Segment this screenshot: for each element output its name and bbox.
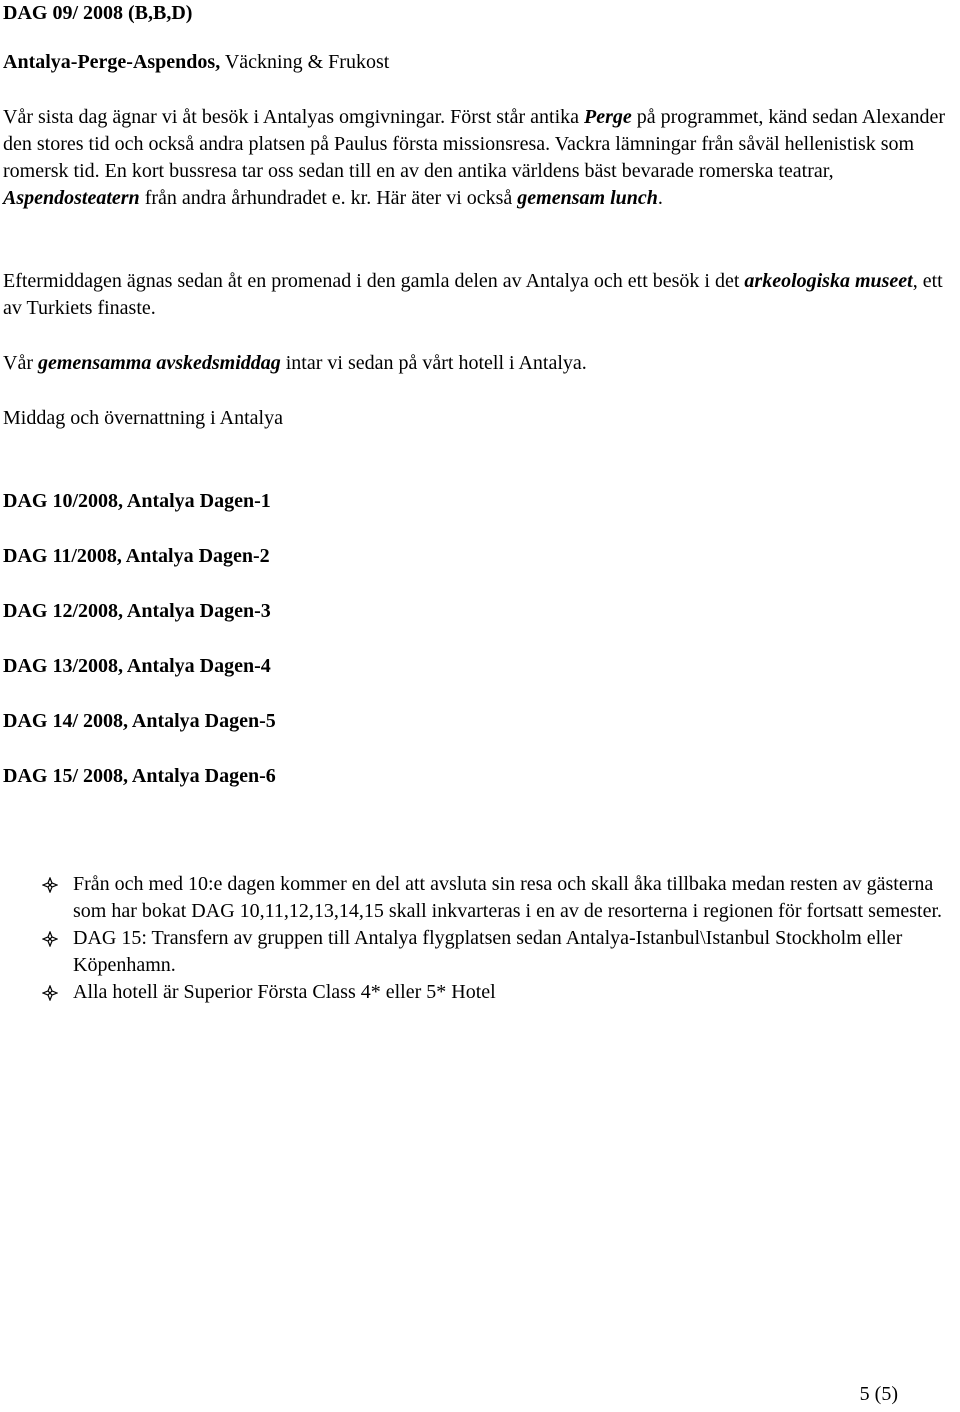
- text-segment: från andra århundradet e. kr. Här äter vi också: [139, 187, 518, 209]
- bullet-text: Från och med 10:e dagen kommer en del att avsluta sin resa och skall åka tillbaka medan resten av gästerna som har bokat DAG 10,11,12,13,14,15 skall inkvarteras i en av de resorterna i regionen för fortsatt semester.: [73, 873, 943, 922]
- diamond-bullet-icon: [42, 985, 58, 1001]
- text-segment: .: [657, 187, 663, 209]
- day-item: DAG 10/2008, Antalya Dagen-1: [3, 490, 271, 512]
- paragraph-day-description: [3, 104, 953, 212]
- day-item: DAG 14/ 2008, Antalya Dagen-5: [3, 710, 276, 732]
- route-name: Antalya-Perge-Aspendos,: [3, 51, 221, 73]
- day-subtitle: [3, 49, 389, 76]
- text-segment: Vår: [3, 352, 38, 374]
- paragraph-dinner: [3, 350, 953, 377]
- bullet-item: [3, 979, 953, 1006]
- text-segment: Vår sista dag ägnar vi åt besök i Antalyas omgivningar. Först står antika: [3, 106, 584, 128]
- paragraph-afternoon: [3, 268, 953, 322]
- bullet-text: Alla hotell är Superior Första Class 4* eller 5* Hotel: [73, 981, 496, 1003]
- dinner-highlight: gemensamma avskedsmiddag: [37, 352, 281, 374]
- day-item: DAG 15/ 2008, Antalya Dagen-6: [3, 765, 276, 787]
- text-segment: , ett av Turkiets finaste.: [3, 270, 943, 319]
- day-item: DAG 13/2008, Antalya Dagen-4: [3, 655, 271, 677]
- lunch-highlight: gemensam lunch: [517, 187, 658, 209]
- text-segment: intar vi sedan på vårt hotell i Antalya.: [280, 352, 587, 374]
- diamond-bullet-icon: [42, 931, 58, 947]
- bullet-item: [3, 871, 953, 925]
- day-item: DAG 12/2008, Antalya Dagen-3: [3, 600, 271, 622]
- aspendos-highlight: Aspendosteatern: [3, 187, 140, 209]
- diamond-bullet-icon: [42, 877, 58, 893]
- info-bullet-list: [3, 871, 953, 1006]
- subtitle-rest: Väckning & Frukost: [220, 51, 390, 73]
- perge-highlight: Perge: [584, 106, 632, 128]
- day-heading: DAG 09/ 2008 (B,B,D): [3, 2, 193, 24]
- day-list: [3, 488, 276, 818]
- museum-highlight: arkeologiska museet: [744, 270, 913, 292]
- bullet-item: [3, 925, 953, 979]
- text-segment: Eftermiddagen ägnas sedan åt en promenad i den gamla delen av Antalya och ett besök i det: [3, 270, 745, 292]
- bullet-text: DAG 15: Transfern av gruppen till Antalya flygplatsen sedan Antalya-Istanbul\Istanbul Stockholm eller Köpenhamn.: [73, 927, 903, 976]
- page-number: 5 (5): [859, 1383, 898, 1405]
- text-segment: på programmet, känd sedan Alexander den stores tid och också andra platsen på Paulus första missionsresa. Vackra lämningar från såväl hellenistisk som romersk tid. En kort bussresa tar oss sedan till en av den antika världens bäst bevarade romerska teatrar,: [3, 106, 945, 182]
- paragraph-overnight: Middag och övernattning i Antalya: [3, 407, 283, 429]
- day-item: DAG 11/2008, Antalya Dagen-2: [3, 545, 270, 567]
